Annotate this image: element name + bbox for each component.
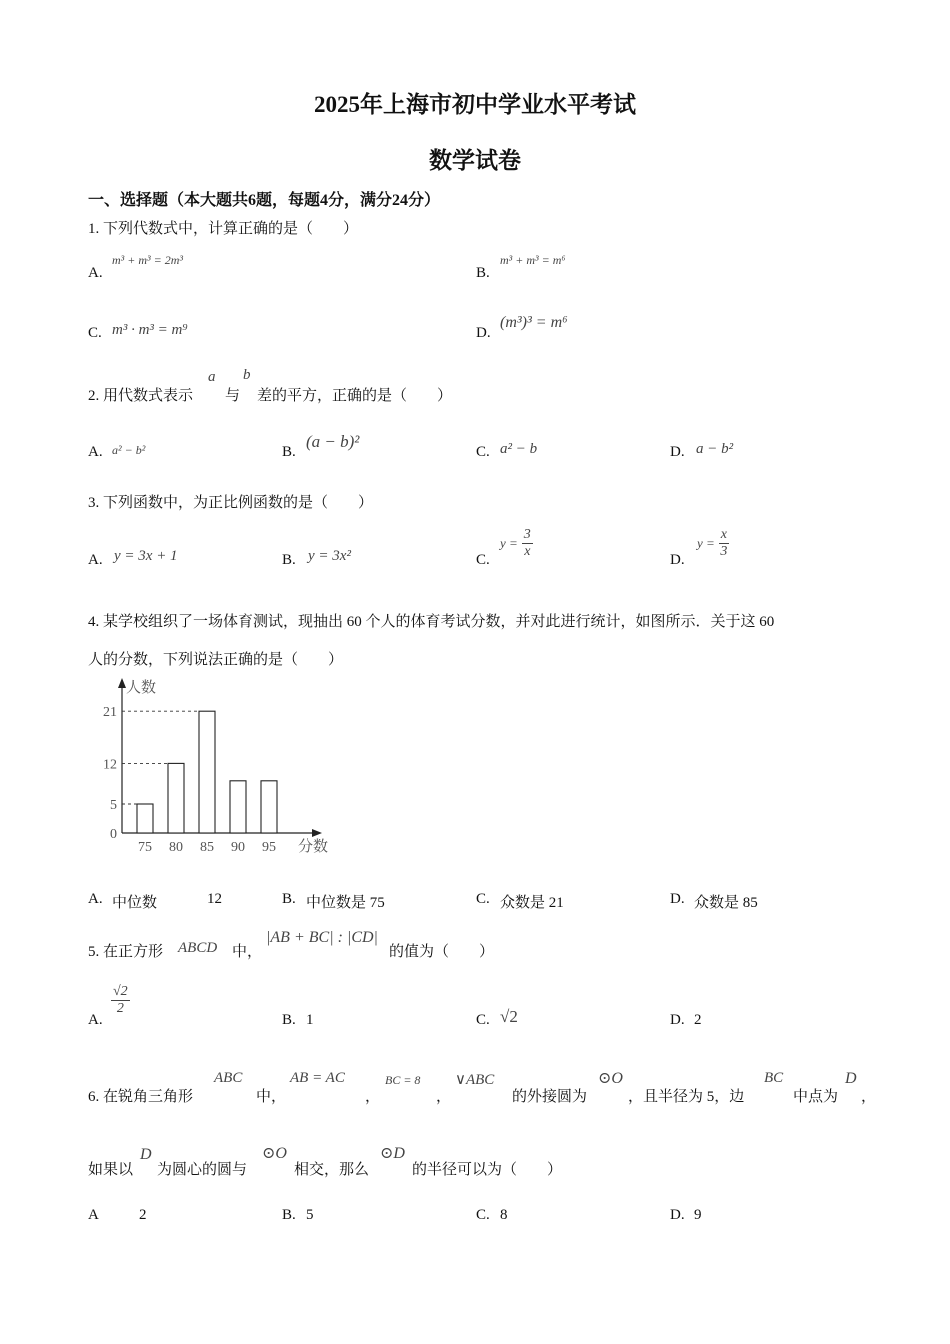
q4-option-b-text: 中位数是 75 xyxy=(306,895,385,911)
q4-option-a-label: A. xyxy=(88,891,103,907)
q5-option-d-expr: 2 xyxy=(694,1012,702,1028)
q3-option-c-num: 3 xyxy=(523,527,531,542)
q6-option-b-label: B. xyxy=(282,1207,296,1223)
q1-stem: 1. 下列代数式中，计算正确的是（ ） xyxy=(88,221,359,237)
x-axis-arrow xyxy=(312,829,322,837)
y-axis-label: 人数 xyxy=(126,680,157,696)
q5-option-d-label: D. xyxy=(670,1012,685,1028)
q4-option-d-label: D. xyxy=(670,891,685,907)
q2-var-a: a xyxy=(208,369,216,385)
q5-shape: ABCD xyxy=(178,940,218,956)
q5-option-c-label: C. xyxy=(476,1012,490,1028)
q3-option-b-label: B. xyxy=(282,552,296,568)
y-axis-arrow xyxy=(118,678,126,688)
q4-option-a-extra: 12 xyxy=(207,891,222,907)
q1-option-c-label: C. xyxy=(88,325,102,341)
x-tick-label: 75 xyxy=(138,840,152,855)
x-tick-label: 80 xyxy=(169,840,183,855)
y-tick-label: 21 xyxy=(103,705,117,721)
q5-option-a-expr xyxy=(111,984,130,1017)
q1-option-d-label: D. xyxy=(476,325,491,341)
q4-stem-line1: 4. 某学校组织了一场体育测试，现抽出 60 个人的体育考试分数，并对此进行统计，如图所示．关于这 60 xyxy=(88,614,775,630)
page-title: 2025年上海市初中学业水平考试 xyxy=(314,92,636,117)
q5-option-b-expr: 1 xyxy=(306,1012,314,1028)
q6-line2-start: 如果以 xyxy=(88,1162,134,1178)
q3-option-c-lhs: y = xyxy=(500,535,518,551)
q1-option-b-expr: m³ + m³ = m⁶ xyxy=(500,253,566,267)
q4-option-b-label: B. xyxy=(282,891,296,907)
q3-option-b-expr: y = 3x² xyxy=(308,548,351,564)
q1-option-a-label: A. xyxy=(88,265,103,281)
q1-option-c-expr: m³ · m³ = m⁹ xyxy=(112,322,188,338)
q6-option-d-label: D. xyxy=(670,1207,685,1223)
q6-option-a-expr: 2 xyxy=(139,1207,147,1223)
q6-line1-c: 的外接圆为 xyxy=(512,1089,588,1105)
bar-90 xyxy=(230,781,246,833)
q5-option-a-num: √2 xyxy=(113,984,128,999)
q6-line1-e: 中点为 xyxy=(793,1089,839,1105)
q2-option-a-label: A. xyxy=(88,444,103,460)
bar-80 xyxy=(168,763,184,833)
q5-stem-end: 的值为（ ） xyxy=(389,944,495,960)
q4-option-a-text: 中位数 xyxy=(112,895,158,911)
page-subtitle: 数学试卷 xyxy=(429,148,521,173)
q2-option-a-expr: a² − b² xyxy=(112,443,146,457)
q2-stem-end: 差的平方，正确的是（ ） xyxy=(257,388,453,404)
q2-stem-start: 2. 用代数式表示 xyxy=(88,388,194,404)
q6-circle-o: ⊙O xyxy=(598,1070,623,1087)
q6-line1-b: 中， xyxy=(256,1089,287,1105)
q6-line2-c: 相交，那么 xyxy=(294,1162,370,1178)
score-bar-chart xyxy=(90,672,350,862)
q5-option-b-label: B. xyxy=(282,1012,296,1028)
q4-option-d-text: 众数是 85 xyxy=(694,895,758,911)
q6-circle-d: ⊙D xyxy=(380,1145,405,1162)
q3-option-d-num: x xyxy=(720,527,728,542)
q3-stem: 3. 下列函数中，为正比例函数的是（ ） xyxy=(88,495,374,511)
q1-option-b-label: B. xyxy=(476,265,490,281)
q5-option-a-den: 2 xyxy=(116,1001,124,1016)
q5-stem-start: 5. 在正方形 xyxy=(88,944,164,960)
q6-option-d-expr: 9 xyxy=(694,1207,702,1223)
q6-point-d: D xyxy=(845,1070,857,1087)
q4-option-c-label: C. xyxy=(476,891,490,907)
q3-option-a-expr: y = 3x + 1 xyxy=(114,548,178,564)
q3-option-a-label: A. xyxy=(88,552,103,568)
y-tick-label: 12 xyxy=(103,757,117,773)
q2-var-b: b xyxy=(243,367,251,383)
bar-85 xyxy=(199,711,215,833)
q6-option-c-expr: 8 xyxy=(500,1207,508,1223)
q6-option-b-expr: 5 xyxy=(306,1207,314,1223)
q6-line2-d: 的半径可以为（ ） xyxy=(412,1162,563,1178)
x-tick-label: 95 xyxy=(262,840,276,855)
q6-comma1: ， xyxy=(365,1089,381,1105)
q3-option-c-den: x xyxy=(524,544,531,559)
x-tick-label: 85 xyxy=(200,840,214,855)
q2-option-d-expr: a − b² xyxy=(696,441,734,457)
y-tick-label: 5 xyxy=(110,798,117,813)
q6-option-a-label: A xyxy=(88,1207,99,1223)
q1-option-d-expr: (m³)³ = m⁶ xyxy=(500,314,568,331)
q2-option-c-label: C. xyxy=(476,444,490,460)
x-axis-label: 分数 xyxy=(298,839,329,855)
q4-stem-line2: 人的分数，下列说法正确的是（ ） xyxy=(88,652,344,668)
q6-option-c-label: C. xyxy=(476,1207,490,1223)
q1-option-a-expr: m³ + m³ = 2m³ xyxy=(112,253,183,267)
q2-stem-mid: 与 xyxy=(225,388,241,404)
q2-option-c-expr: a² − b xyxy=(500,441,538,457)
q6-line1-d: ，且半径为 5，边 xyxy=(628,1089,745,1105)
q6-line1-f: ， xyxy=(861,1089,877,1105)
q6-line1-start: 6. 在锐角三角形 xyxy=(88,1089,194,1105)
section-heading: 一、选择题（本大题共6题，每题4分，满分24分） xyxy=(88,192,441,209)
bar-95 xyxy=(261,781,277,833)
q6-line2-b: 为圆心的圆与 xyxy=(157,1162,248,1178)
bar-75 xyxy=(137,804,153,833)
q4-option-c-text: 众数是 21 xyxy=(500,895,564,911)
y-tick-label: 0 xyxy=(110,827,117,842)
q5-vector-expr: |AB + BC| : |CD| xyxy=(266,929,378,946)
q3-option-d-expr xyxy=(697,527,729,560)
q5-option-a-label: A. xyxy=(88,1012,103,1028)
q6-eq1: AB = AC xyxy=(290,1070,345,1086)
q6-circle-o-2: ⊙O xyxy=(262,1145,287,1162)
q3-option-d-den: 3 xyxy=(720,544,728,559)
q6-eq2: BC = 8 xyxy=(385,1073,421,1087)
x-tick-label: 90 xyxy=(231,840,245,855)
q2-option-d-label: D. xyxy=(670,444,685,460)
q6-triangle-2: ∨ABC xyxy=(455,1072,495,1088)
q3-option-c-expr xyxy=(500,527,533,560)
q2-option-b-label: B. xyxy=(282,444,296,460)
q6-triangle: ABC xyxy=(214,1070,243,1086)
q3-option-c-label: C. xyxy=(476,552,490,568)
q6-comma2: ， xyxy=(436,1089,452,1105)
q6-point-d-2: D xyxy=(140,1146,152,1163)
q3-option-d-lhs: y = xyxy=(697,535,715,551)
q5-option-c-expr: √2 xyxy=(500,1007,518,1026)
q3-option-d-label: D. xyxy=(670,552,685,568)
q6-segment: BC xyxy=(764,1070,784,1086)
q2-option-b-expr: (a − b)² xyxy=(306,432,360,451)
q5-stem-mid: 中， xyxy=(232,944,263,960)
